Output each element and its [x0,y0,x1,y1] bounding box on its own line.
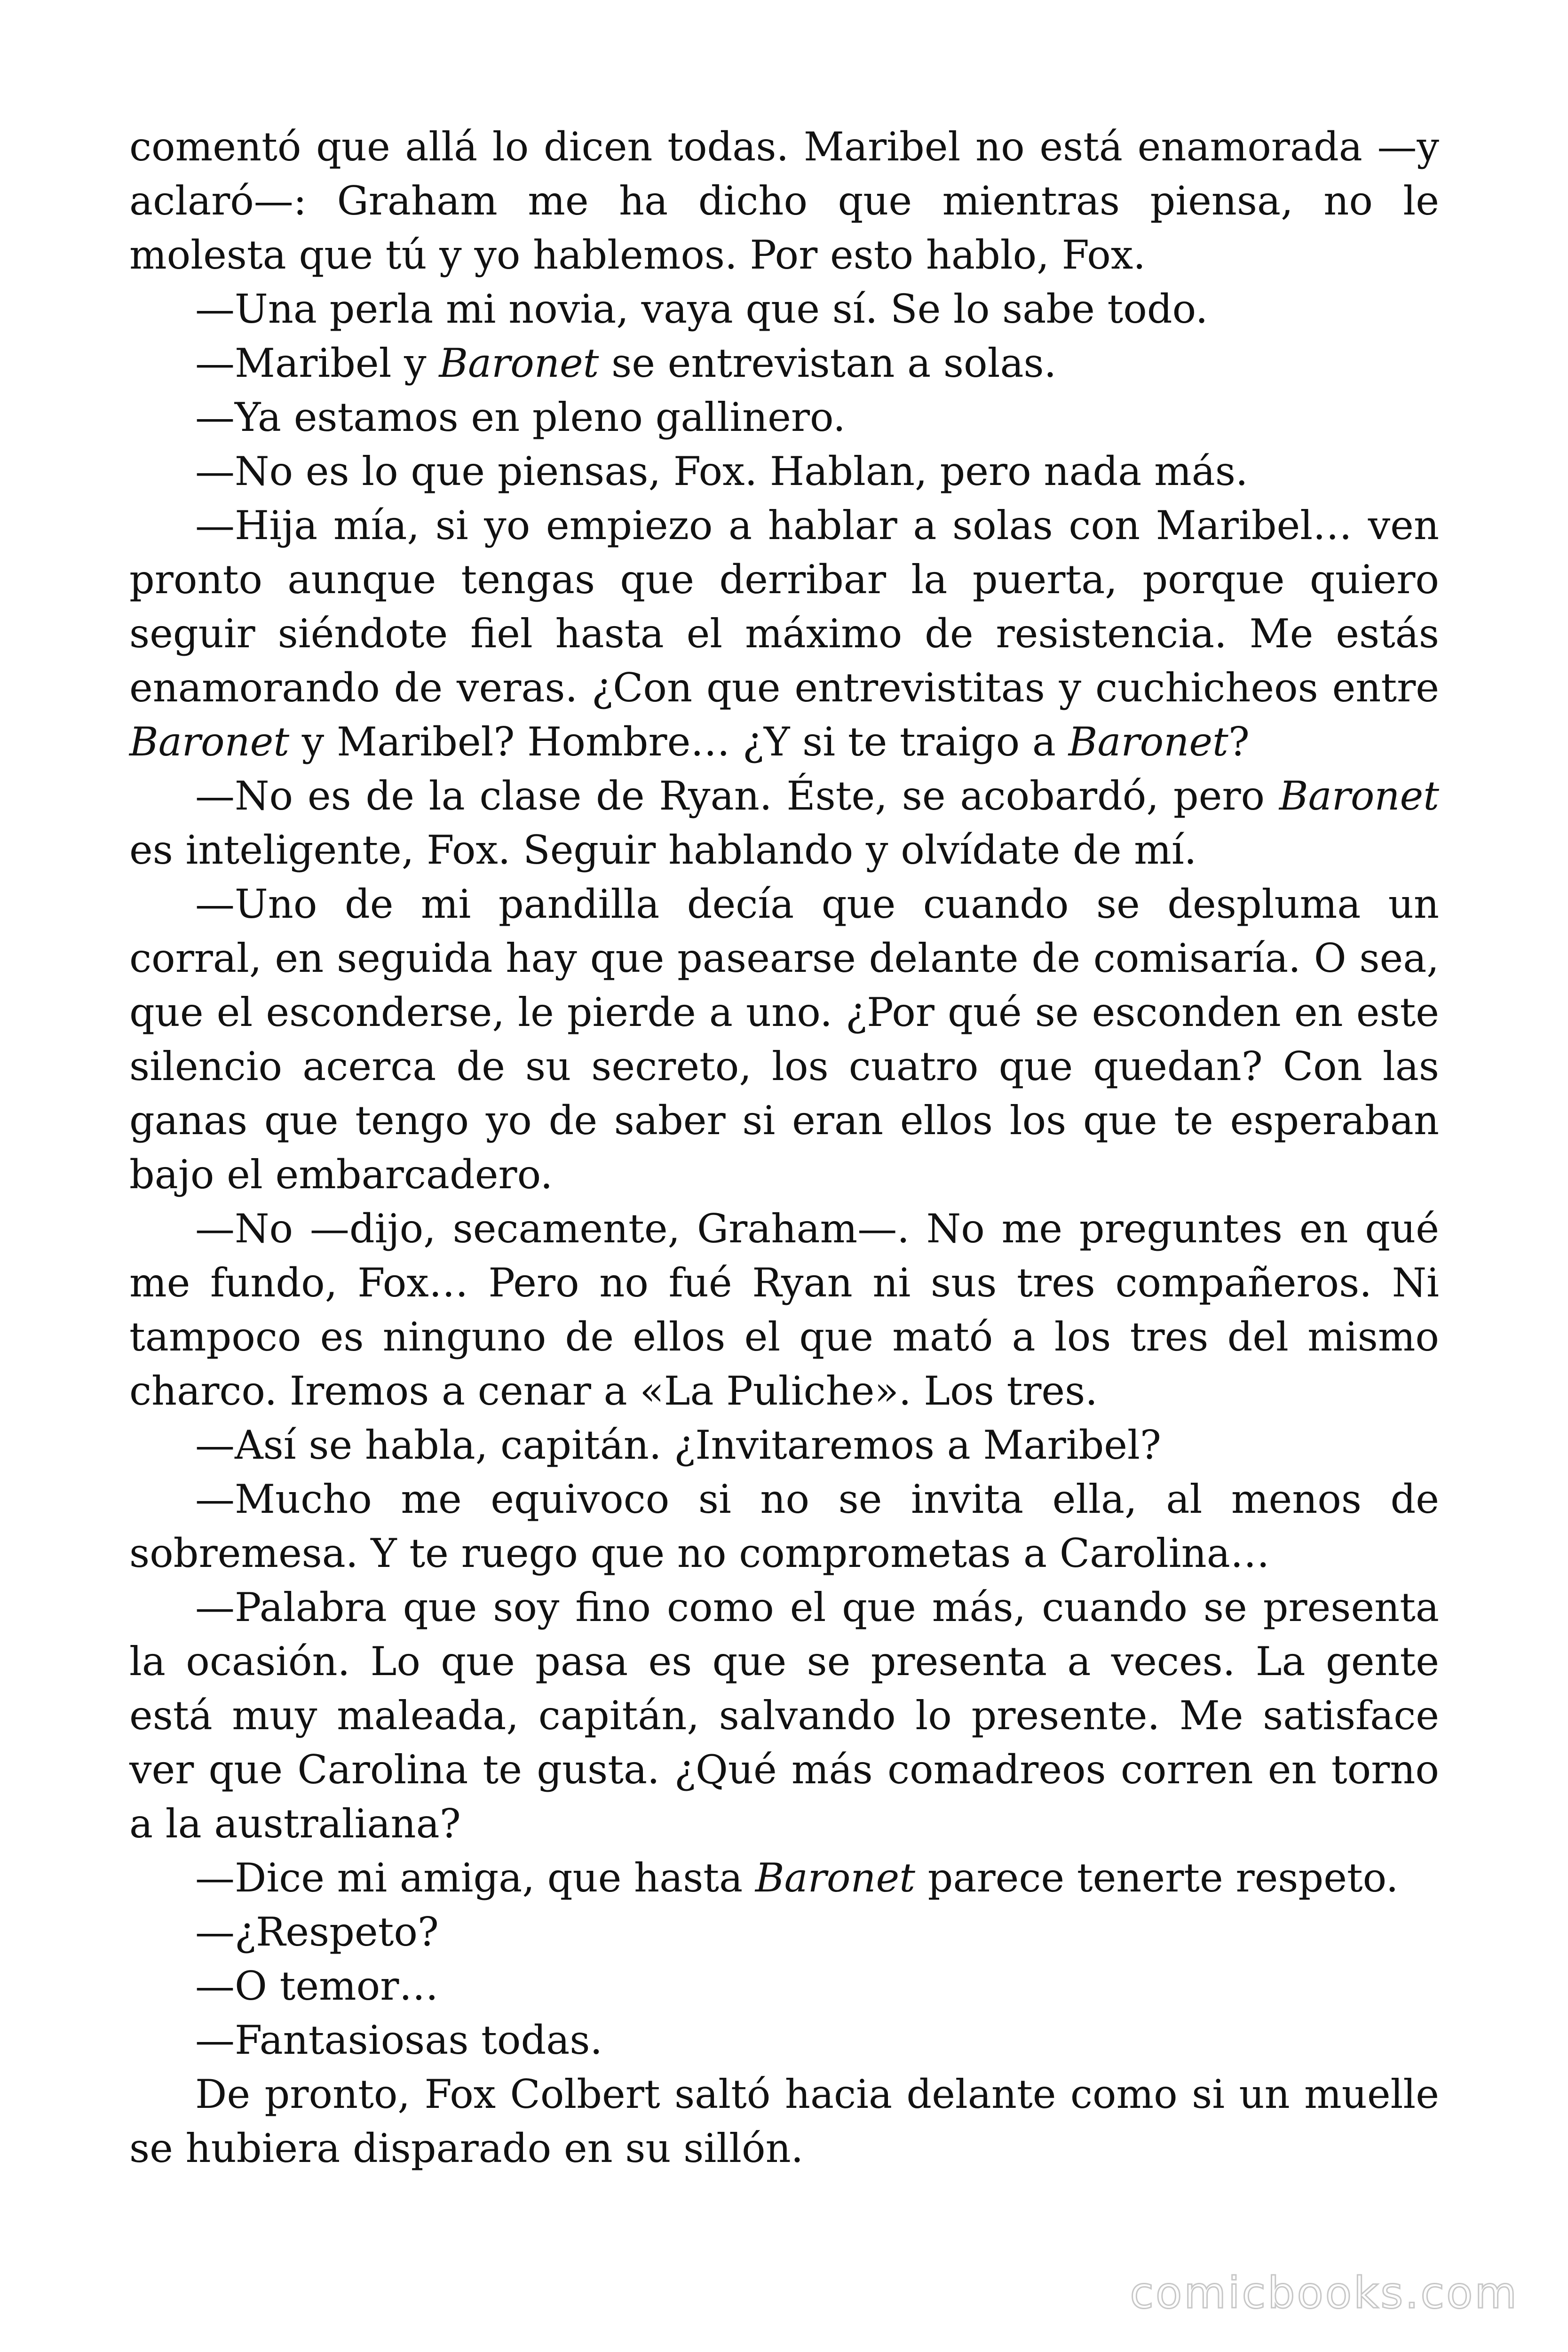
text-run: —Hija mía, si yo empiezo a hablar a solas con Maribel… ven pronto aunque tengas que derribar la puerta, porque quiero seguir siéndote fiel hasta el máximo de resistencia. Me estás enamorando de veras. ¿Con que entrevistitas y cuchicheos entre [129,502,1439,711]
text-run: ? [1228,719,1250,765]
italic-name: Baronet [1279,773,1439,819]
text-run: —Así se habla, capitán. ¿Invitaremos a Maribel? [195,1422,1161,1468]
text-run: —¿Respeto? [195,1909,439,1955]
paragraph [129,282,1439,336]
paragraph [129,336,1439,390]
text-run: —Una perla mi novia, vaya que sí. Se lo sabe todo. [195,286,1208,332]
text-run: parece tenerte respeto. [915,1855,1399,1901]
text-run: —O temor… [195,1963,439,2009]
text-run: —No es lo que piensas, Fox. Hablan, pero nada más. [195,448,1248,494]
paragraph [129,769,1439,877]
watermark: comicbooks.com [1130,2268,1519,2318]
text-run: —Dice mi amiga, que hasta [195,1855,755,1901]
paragraph [129,1202,1439,1418]
text-run: y Maribel? Hombre… ¿Y si te traigo a [289,719,1069,765]
paragraph [129,1851,1439,1905]
paragraph [129,499,1439,769]
paragraph [129,2013,1439,2067]
text-run: —No es de la clase de Ryan. Éste, se acobardó, pero [195,773,1279,819]
italic-name: Baronet [129,719,290,765]
text-run: —Ya estamos en pleno gallinero. [195,394,846,440]
paragraph [129,2067,1439,2176]
text-run: —No —dijo, secamente, Graham—. No me preguntes en qué me fundo, Fox… Pero no fué Ryan ni sus tres compañeros. Ni tampoco es ninguno de ellos el que mató a los tres del mismo charco. Iremos a cenar a «La Puliche». Los tres. [129,1206,1439,1414]
italic-name: Baronet [755,1855,915,1901]
body-text [129,120,1439,2176]
paragraph [129,1959,1439,2013]
paragraph [129,445,1439,499]
paragraph [129,1472,1439,1581]
paragraph [129,1581,1439,1851]
italic-name: Baronet [1068,719,1228,765]
text-run: —Palabra que soy fino como el que más, cuando se presenta la ocasión. Lo que pasa es que se presenta a veces. La gente está muy maleada, capitán, salvando lo presente. Me satisface ver que Carolina te gusta. ¿Qué más comadreos corren en torno a la australiana? [129,1584,1439,1847]
paragraph [129,1905,1439,1959]
text-run: De pronto, Fox Colbert saltó hacia delante como si un muelle se hubiera disparado en su sillón. [129,2071,1439,2171]
paragraph [129,877,1439,1202]
text-run: —Fantasiosas todas. [195,2017,603,2063]
paragraph [129,1418,1439,1472]
text-run: —Maribel y [195,340,439,386]
text-run: comentó que allá lo dicen todas. Maribel no está enamorada —y aclaró—: Graham me ha dicho que mientras piensa, no le molesta que tú y yo hablemos. Por esto hablo, Fox. [129,124,1439,278]
paragraph [129,390,1439,445]
text-run: se entrevistan a solas. [599,340,1057,386]
text-run: es inteligente, Fox. Seguir hablando y olvídate de mí. [129,827,1197,873]
text-run: —Uno de mi pandilla decía que cuando se desplumа un corral, en seguida hay que pasearse delante de comisaría. O sea, que el esconderse, le pierde a uno. ¿Por qué se esconden en este silencio acerca de su secreto, los cuatro que quedan? Con las ganas que tengo yo de saber si eran ellos los que te esperaban bajo el embarcadero. [129,881,1439,1198]
text-run: —Mucho me equivoco si no se invita ella, al menos de sobremesa. Y te ruego que no comprometas a Carolina… [129,1476,1439,1576]
paragraph [129,120,1439,282]
italic-name: Baronet [439,340,599,386]
